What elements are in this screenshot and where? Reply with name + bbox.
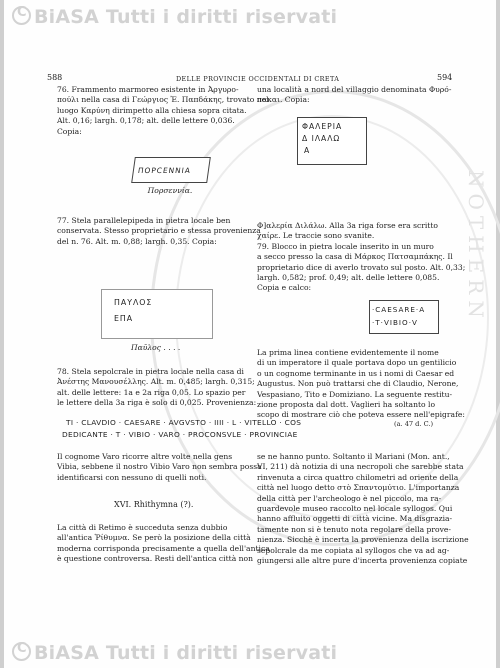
inscription-76-fragment [131,157,211,183]
running-title: DELLE PROVINCIE OCCIDENTALI DI CRETA [176,75,340,83]
text-line: è questione controversa. Resti dell'antica città non [57,554,254,564]
text-line: πακαι. Copia: [257,95,310,105]
text-line: luogo Καρύνη dirimpetto alla chiesa sopra citata. [57,105,247,115]
stamp-text: NOTHERN [464,170,488,324]
text-line: a secco presso la casa di Μάρκος Πατσαμπάκης. Il [257,252,453,262]
text-line: hanno affluito oggetti di città vicine. Ma disgrazia- [257,514,453,524]
inscription-77-stele [101,289,213,339]
text-line: nienza. Sicchè è incerta la provenienza della iscrizione [257,535,469,545]
text-line: Ἀνέστης Μανουσέλλης. Alt. m. 0,485; largh. 0,315; [57,377,255,387]
text-line: Augustus. Non può trattarsi che di Claudio, Nerone, [257,379,459,389]
text-line: scopo di mostrare ciò che poteva essere nell'epigrafe: [257,410,465,420]
watermark-bottom: CBiASA Tutti i diritti riservati [12,642,337,664]
inscription-line: ΠΑΥΛΟΣ [114,298,153,307]
inscription-76-text: ΠΟΡCΕΝΝΙΑ [137,166,192,175]
text-line: moderna corrisponda precisamente a quella dell'antica [57,543,270,553]
text-line: identificarsi con nessuno di quelli noti. [57,472,207,482]
text-line: le lettere della 3a riga è solo di 0,025. Provenienza: [57,398,257,408]
text-line: 79. Blocco in pietra locale inserito in un muro [257,241,434,251]
restitution-line-2: DEDICANTE · T · VIBIO · VARO · PROCONSVLE · PROVINCIAE [62,430,298,439]
text-line: proprietario dice di averlo trovato sul posto. Alt. 0,33; [257,262,466,272]
text-line: guardevole museo raccolto nel locale syllogos. Qui [257,504,453,513]
restitution-line-1: TI · CLAVDIO · CAESARE · AVGVSTO · IIII · L · VITELLO · COS [66,418,302,427]
text-line: se ne hanno punto. Soltanto il Mariani (Mon. ant., [257,452,450,461]
watermark-top: CBiASA Tutti i diritti riservati [12,6,337,28]
text-line: città nel luogo detto στὸ Σπαντομύτιο. L'importanza [257,483,460,493]
text-line: VI, 211) dà notizia di una necropoli che sarebbe stata [257,462,464,472]
page-number-left: 588 [47,73,63,82]
inscription-line: Α [304,146,311,155]
text-line: una località a nord del villaggio denominata Φυρό- [257,85,452,94]
text-line: del n. 76. Alt. m. 0,88; largh. 0,35. Copia: [57,236,217,246]
inscription-78-block [297,117,367,165]
text-line: Copia e calco: [257,283,312,293]
restitution-note: (a. 47 d. C.) [394,420,434,428]
text-line: Il cognome Varo ricorre altre volte nella gens [57,452,233,461]
text-line: zione proposta dal dott. Vaglieri ha soltanto lo [257,400,436,409]
text-line: Alt. 0,16; largh. 0,178; alt. delle lettere 0,036. [57,116,235,126]
inscription-77-caption: Παῦλος . . . . [131,343,181,352]
page-number-right: 594 [437,73,453,82]
text-line: all'antica Ῥίθυμνα. Se però la posizione della città [57,533,251,543]
inscription-line: ΦΑΛΕΡΙΑ [302,122,343,131]
inscription-line: ·T·VIBIO·V [372,318,418,327]
text-line: Copia: [57,126,82,136]
scan-left-edge [0,0,4,668]
text-line: Vibia, sebbene il nostro Vibio Varo non sembra possa [57,462,262,472]
inscription-79-block [369,300,439,334]
text-line: conservata. Stesso proprietario e stessa provenienza [57,226,261,236]
inscription-line: ·CAESARE·A [372,305,426,314]
inscription-line: Δ ΙΛΑΛΩ [302,134,341,143]
text-line: La città di Retimo è succeduta senza dubbio [57,523,228,532]
text-line: Vespasiano, Tito e Domiziano. La seguente restitu- [257,389,453,399]
text-line: giungersi alle altre pure d'incerta provenienza copiate [257,556,468,565]
text-line: πούλι nella casa di Γεώργιος Ἐ. Παπδάκης, trovato nel [57,95,269,105]
copyright-icon [12,642,31,661]
section-title: XVI. Rhithymna (?). [114,500,194,509]
text-line: largh. 0,582; prof. 0,49; alt. delle lettere 0,085. [257,273,440,282]
inscription-line: ΕΠΑ [114,314,134,323]
text-line: della città per l'archeologo è nel piccolo, ma ra- [257,493,442,503]
inscription-76-caption: Πορσεννία. [147,186,193,195]
text-line: La prima linea contiene evidentemente il nome [257,348,439,357]
text-line: di un imperatore il quale portava dopo un gentilicio [257,358,457,368]
text-line: rinvenuta a circa quattro chilometri ad oriente della [257,472,459,482]
text-line: 78. Stela sepolcrale in pietra locale nella casa di [57,367,244,376]
copyright-icon [12,6,31,25]
text-line: tamente non si è tenuto nota regolare della prove- [257,524,451,534]
text-line: 77. Stela parallelepipeda in pietra locale ben [57,216,231,225]
text-line: alt. delle lettere: 1a e 2a riga 0,05. Lo spazio per [57,387,246,397]
text-line: sepolcrale da me copiata al syllogos che va ad ag- [257,545,450,555]
text-line: 76. Frammento marmoreo esistente in Ἀργυρο- [57,85,239,94]
text-line: χαίρε. Le traccie sono svanite. [257,231,375,241]
text-line: o un cognome terminante in us i nomi di Caesar ed [257,368,455,378]
text-line: Φ]αλερία Διλάλω. Alla 3a riga forse era scritto [257,221,438,230]
